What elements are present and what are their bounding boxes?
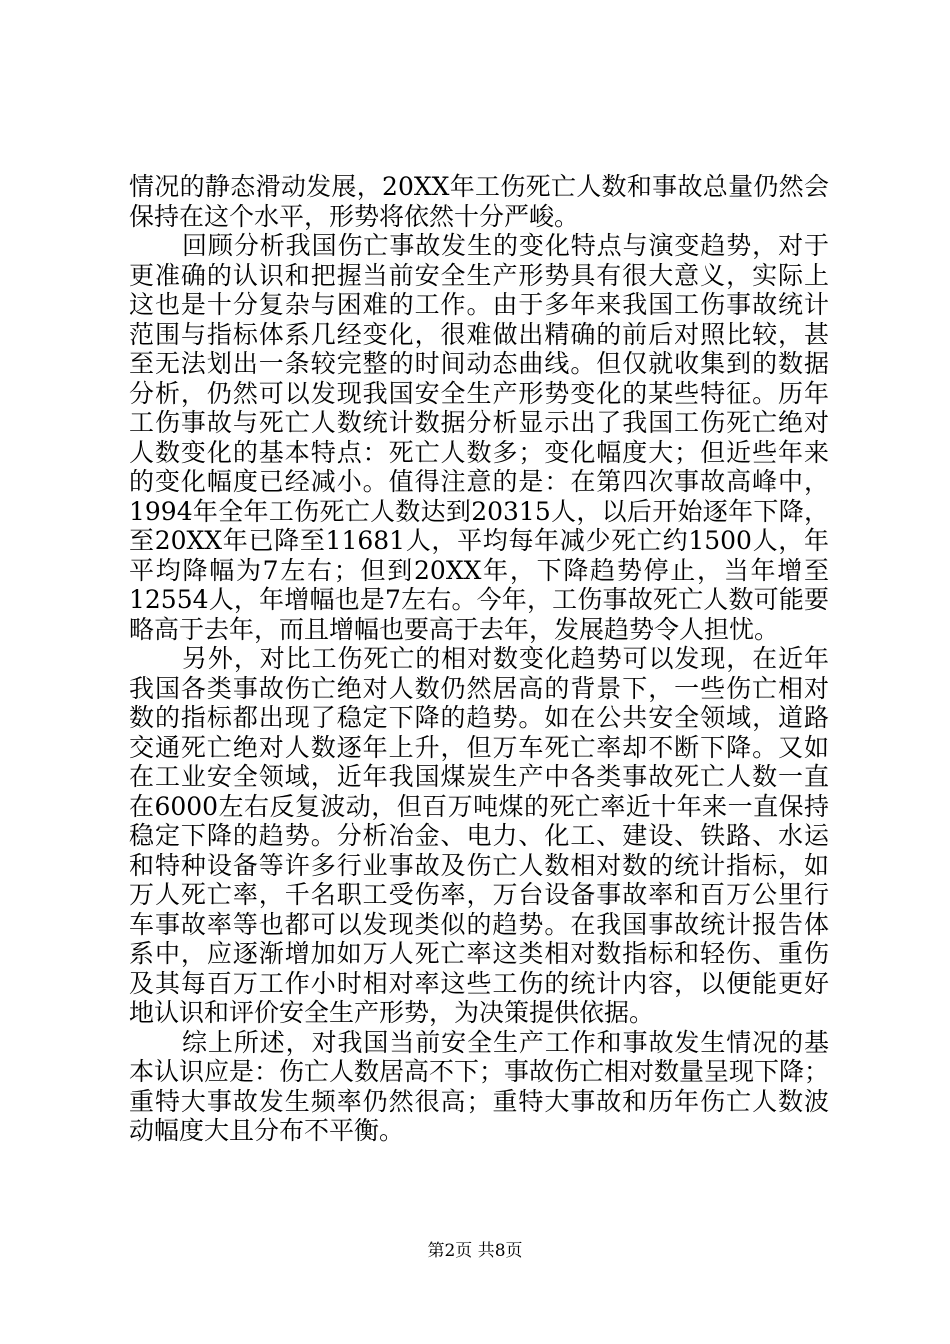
text-line: 重特大事故发生频率仍然很高；重特大事故和历年伤亡人数波: [129, 1086, 829, 1116]
text-line: 在工业安全领域，近年我国煤炭生产中各类事故死亡人数一直: [129, 762, 829, 791]
text-line: 的变化幅度已经减小。值得注意的是：在第四次事故高峰中，: [129, 467, 829, 496]
text-line: 综上所述，对我国当前安全生产工作和事故发生情况的基: [182, 1027, 829, 1057]
text-line: 数的指标都出现了稳定下降的趋势。如在公共安全领域，道路: [129, 703, 829, 732]
text-line: 人数变化的基本特点：死亡人数多；变化幅度大；但近些年来: [129, 437, 829, 467]
text-line: 稳定下降的趋势。分析冶金、电力、化工、建设、铁路、水运: [129, 821, 829, 850]
text-line: 交通死亡绝对人数逐年上升，但万车死亡率却不断下降。又如: [129, 732, 829, 762]
paragraph: [129, 1028, 829, 1146]
text-line: 另外，对比工伤死亡的相对数变化趋势可以发现，在近年: [182, 644, 829, 673]
text-line: 保持在这个水平，形势将依然十分严峻。: [129, 201, 580, 231]
text-line: 略高于去年，而且增幅也要高于去年，发展趋势令人担忧。: [129, 614, 780, 644]
text-line: 这也是十分复杂与困难的工作。由于多年来我国工伤事故统计: [129, 290, 829, 319]
text-line: 系中，应逐渐增加如万人死亡率这类相对数指标和轻伤、重伤: [129, 939, 829, 968]
body-text: [129, 172, 829, 1146]
text-line: 情况的静态滑动发展，20XX年工伤死亡人数和事故总量仍然会: [129, 172, 829, 201]
text-line: 工伤事故与死亡人数统计数据分析显示出了我国工伤死亡绝对: [129, 408, 829, 437]
text-line: 车事故率等也都可以发现类似的趋势。在我国事故统计报告体: [129, 909, 829, 939]
text-line: 在6000左右反复波动，但百万吨煤的死亡率近十年来一直保持: [129, 791, 829, 821]
text-line: 我国各类事故伤亡绝对人数仍然居高的背景下，一些伤亡相对: [129, 673, 829, 703]
text-line: 动幅度大且分布不平衡。: [129, 1116, 405, 1145]
text-line: 及其每百万工作小时相对率这些工伤的统计内容，以便能更好: [129, 968, 829, 998]
text-line: 地认识和评价安全生产形势，为决策提供依据。: [129, 998, 655, 1027]
text-line: 万人死亡率，千名职工受伤率，万台设备事故率和百万公里行: [129, 880, 829, 909]
text-line: 本认识应是：伤亡人数居高不下；事故伤亡相对数量呈现下降；: [129, 1057, 830, 1086]
text-line: 和特种设备等许多行业事故及伤亡人数相对数的统计指标，如: [129, 850, 829, 880]
text-line: 1994年全年工伤死亡人数达到20315人，以后开始逐年下降，: [129, 496, 829, 526]
text-line: 回顾分析我国伤亡事故发生的变化特点与演变趋势，对于: [182, 231, 829, 260]
text-line: 至20XX年已降至11681人，平均每年减少死亡约1500人，年: [129, 526, 829, 555]
text-line: 分析，仍然可以发现我国安全生产形势变化的某些特征。历年: [129, 378, 829, 408]
page-footer: 第2页 共8页: [427, 1241, 523, 1261]
paragraph: [129, 644, 829, 1028]
text-line: 至无法划出一条较完整的时间动态曲线。但仅就收集到的数据: [129, 349, 829, 378]
text-line: 平均降幅为7左右；但到20XX年，下降趋势停止，当年增至: [129, 555, 829, 585]
text-line: 12554人，年增幅也是7左右。今年，工伤事故死亡人数可能要: [129, 585, 829, 614]
text-line: 范围与指标体系几经变化，很难做出精确的前后对照比较，甚: [129, 319, 829, 349]
paragraph: [129, 172, 829, 231]
text-line: 更准确的认识和把握当前安全生产形势具有很大意义，实际上: [129, 260, 829, 290]
paragraph: [129, 231, 829, 644]
